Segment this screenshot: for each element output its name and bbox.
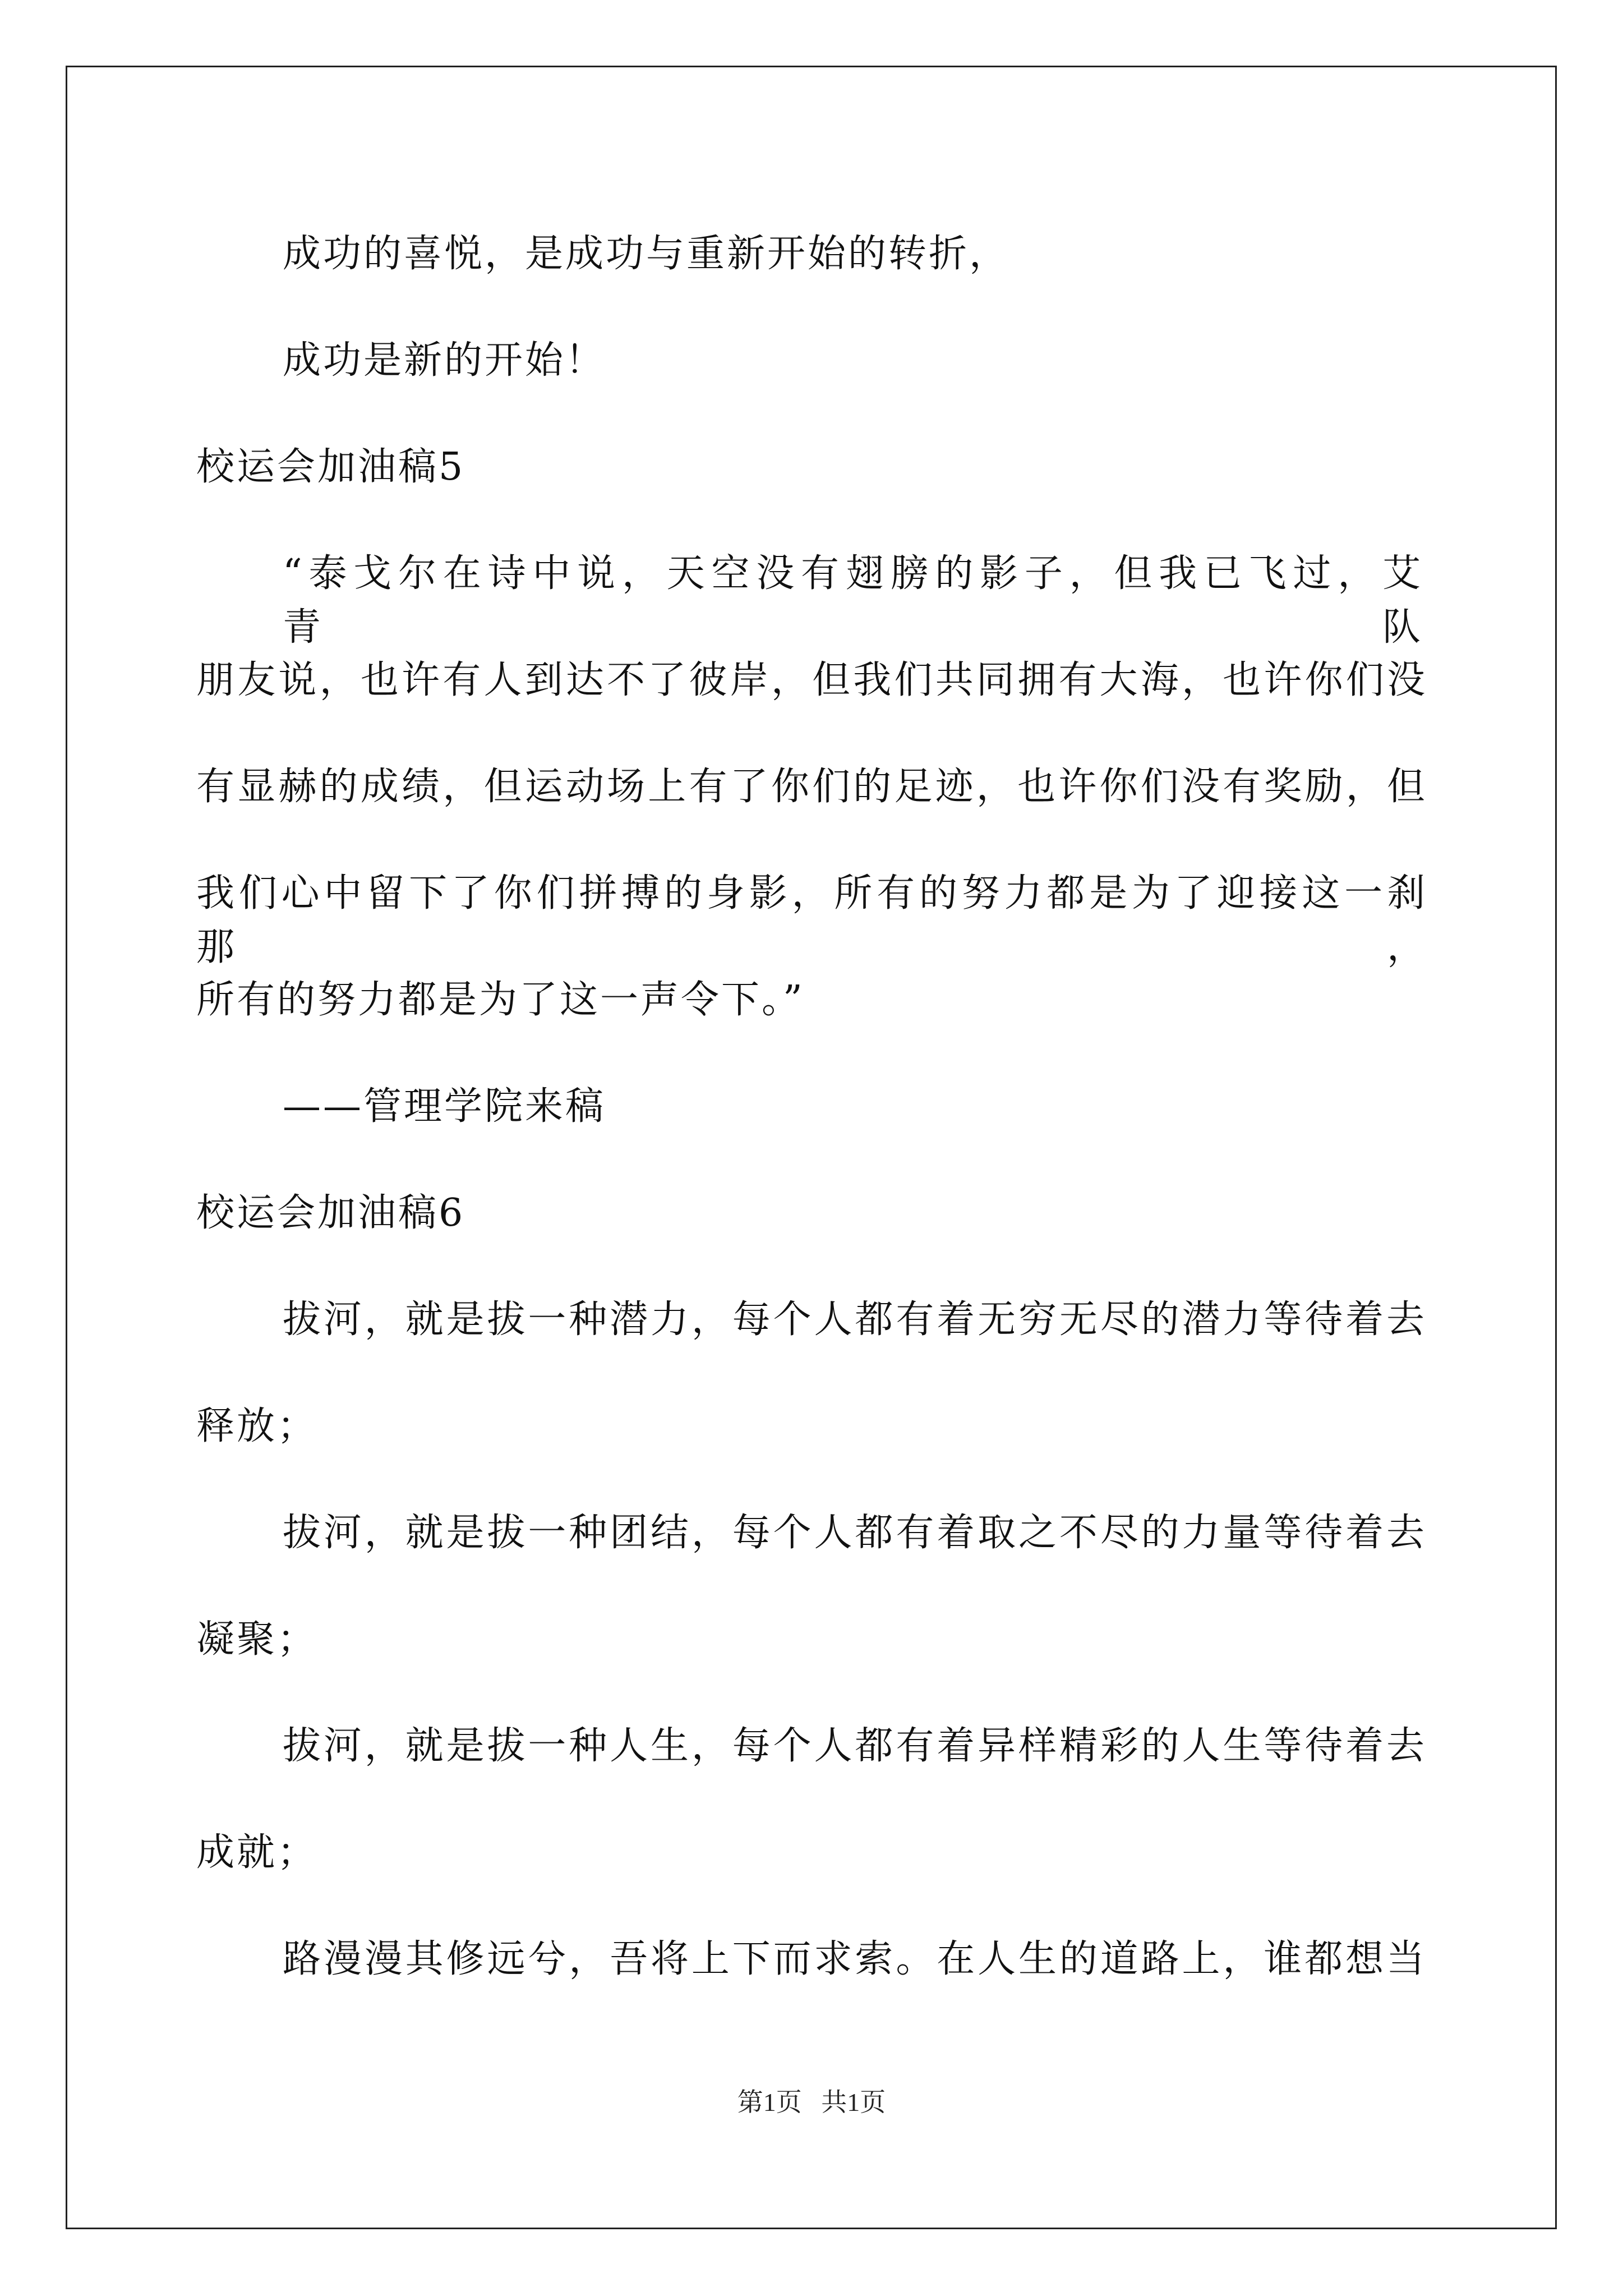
- paragraph-line: 拔河，就是拔一种团结，每个人都有着取之不尽的力量等待着去: [283, 1511, 1427, 1555]
- paragraph-line: 朋友说，也许有人到达不了彼岸，但我们共同拥有大海，也许你们没: [196, 658, 1427, 702]
- paragraph-line: 路漫漫其修远兮，吾将上下而求索。在人生的道路上，谁都想当: [283, 1937, 1427, 1981]
- page-footer: 第1页 共1页: [737, 2088, 886, 2116]
- paragraph-line: 成功的喜悦，是成功与重新开始的转折，: [283, 232, 1010, 276]
- paragraph-line: 所有的努力都是为了这一声令下。”: [196, 978, 805, 1022]
- section-heading: 校运会加油稿6: [196, 1191, 465, 1235]
- paragraph-line: 成就；: [196, 1830, 318, 1875]
- page-border: [66, 66, 1557, 2229]
- paragraph-line: 释放；: [196, 1404, 318, 1448]
- paragraph-line: 我们心中留下了你们拼搏的身影，所有的努力都是为了迎接这一刹那，: [196, 871, 1427, 969]
- section-heading: 校运会加油稿5: [196, 445, 465, 489]
- attribution-line: ——管理学院来稿: [283, 1084, 606, 1129]
- paragraph-line: 成功是新的开始！: [283, 338, 606, 383]
- paragraph-line: 凝聚；: [196, 1617, 318, 1662]
- paragraph-line: 拔河，就是拔一种人生，每个人都有着异样精彩的人生等待着去: [283, 1724, 1427, 1768]
- paragraph-line: “泰戈尔在诗中说，天空没有翅膀的影子，但我已飞过，艾青队: [283, 551, 1427, 650]
- paragraph-line: 拔河，就是拔一种潜力，每个人都有着无穷无尽的潜力等待着去: [283, 1297, 1427, 1342]
- paragraph-line: 有显赫的成绩，但运动场上有了你们的足迹，也许你们没有奖励，但: [196, 765, 1427, 809]
